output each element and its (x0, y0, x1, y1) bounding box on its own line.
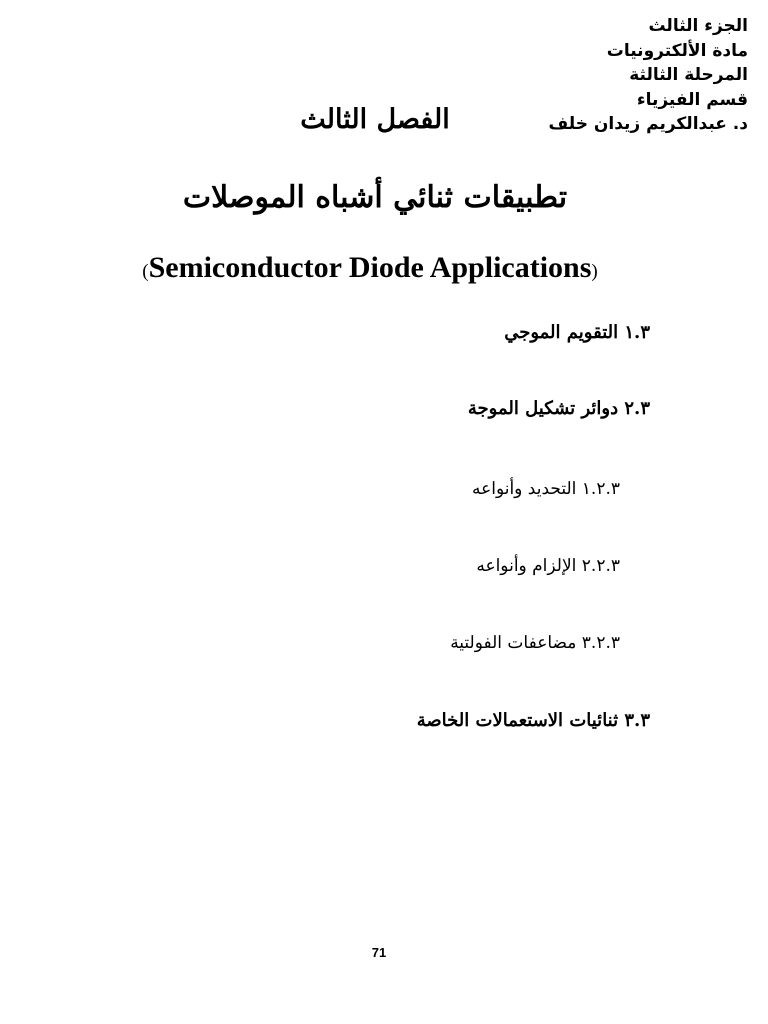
header-author: د. عبدالكريم زيدان خلف (548, 114, 748, 134)
chapter-title-english (60, 248, 680, 292)
header-stage: المرحلة الثالثة (629, 65, 748, 85)
chapter-title-english-text: Semiconductor Diode Applications (148, 251, 592, 284)
header-department: قسم الفيزياء (636, 89, 748, 110)
header-part: الجزء الثالث (648, 16, 748, 36)
document-header (549, 14, 748, 137)
toc-item-wave-shaping-circuits: ٢.٣ دوائر تشكيل الموجة (467, 398, 650, 419)
header-subject: مادة الألكترونيات (606, 40, 748, 61)
toc-item-clamping: ٢.٢.٣ الإلزام وأنواعه (476, 556, 620, 576)
chapter-title-arabic: تطبيقات ثنائي أشباه الموصلات (182, 180, 568, 215)
chapter-label: الفصل الثالث (300, 104, 450, 135)
toc-item-wave-rectification: ١.٣ التقويم الموجي (504, 322, 650, 343)
close-parenthesis: ) (591, 261, 598, 282)
toc-item-special-purpose-diodes: ٣.٣ ثنائيات الاستعمالات الخاصة (416, 710, 650, 731)
toc-item-clipping: ١.٢.٣ التحديد وأنواعه (471, 479, 620, 499)
toc-item-voltage-multipliers: ٣.٢.٣ مضاعفات الفولتية (450, 633, 620, 653)
page-number: 71 (371, 945, 387, 960)
open-parenthesis: ( (142, 261, 149, 282)
